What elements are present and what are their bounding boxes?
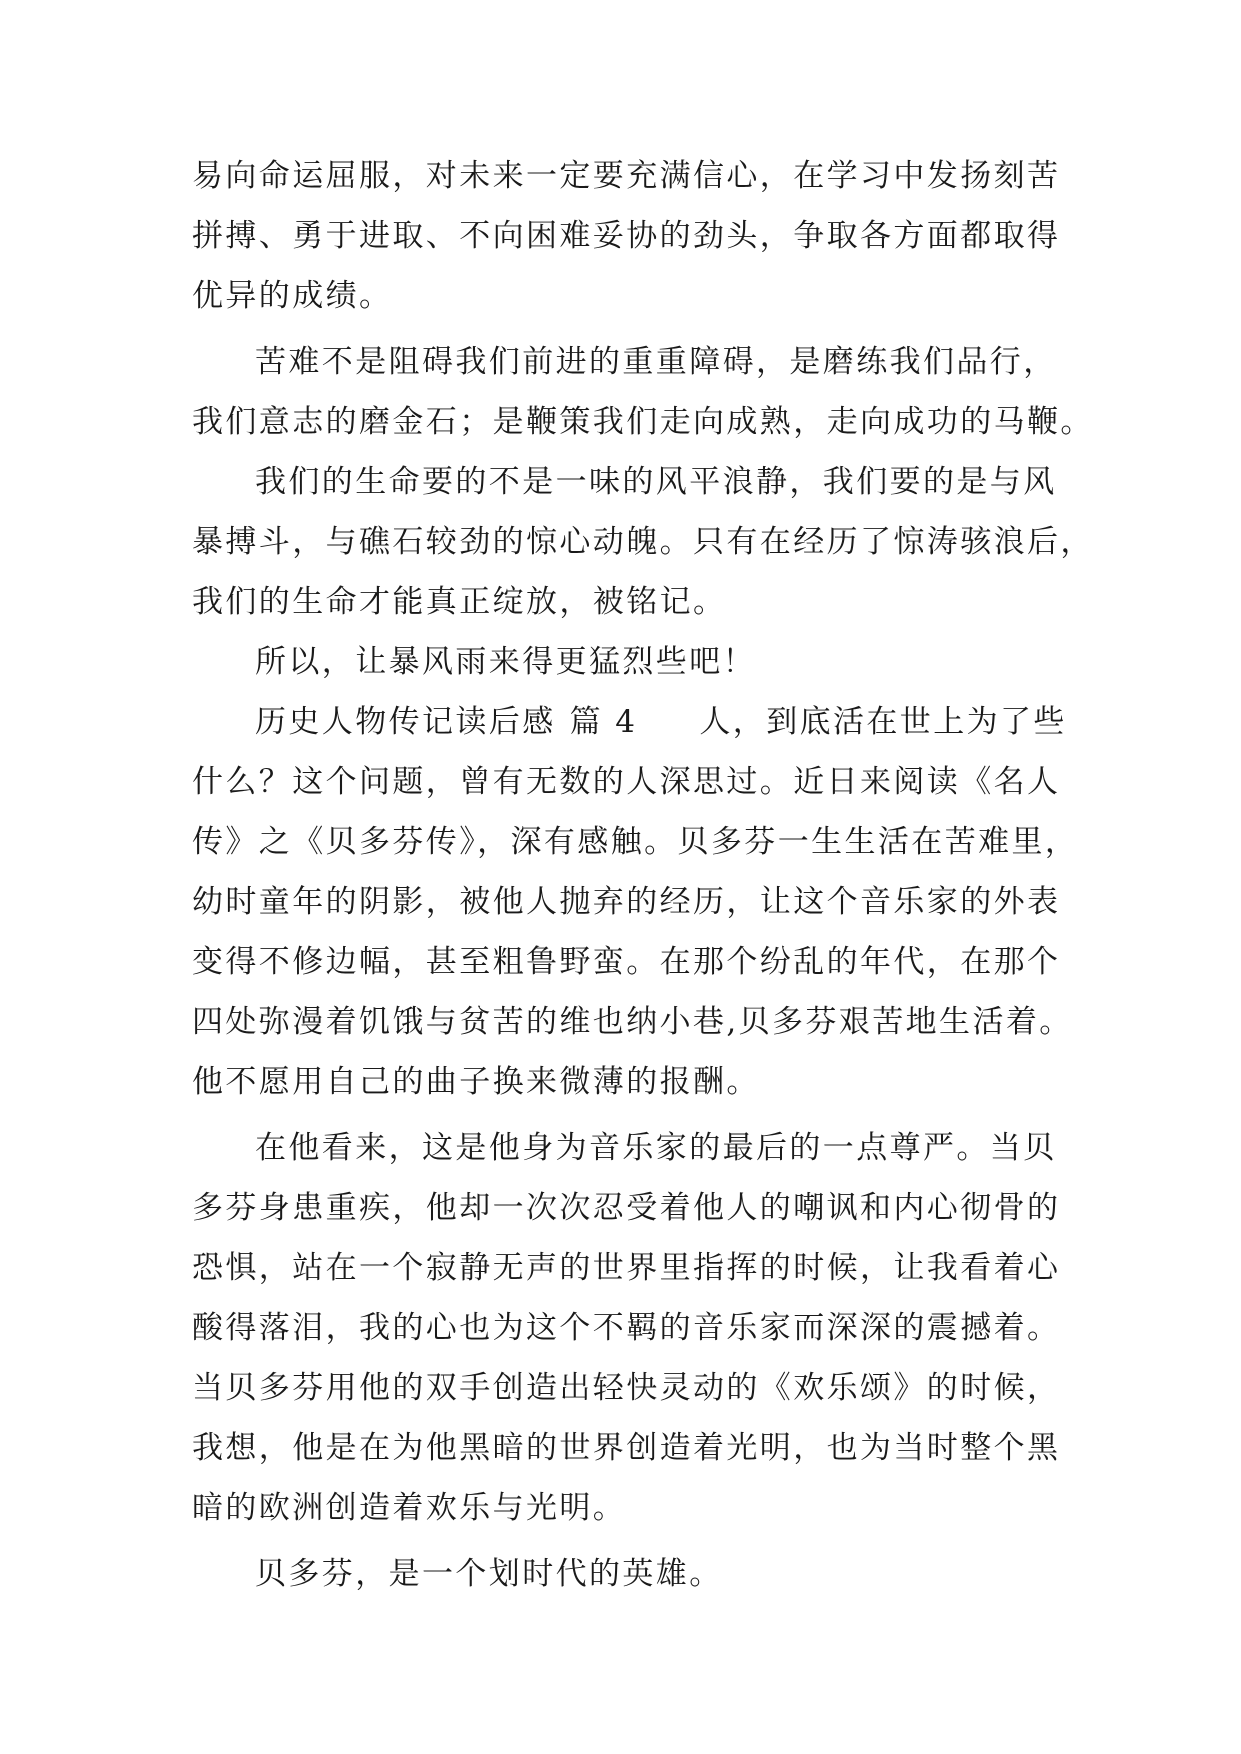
- text-line: 我想，他是在为他黑暗的世界创造着光明，也为当时整个黑: [192, 1430, 1061, 1466]
- text-line: 四处弥漫着饥饿与贫苦的维也纳小巷,贝多芬艰苦地生活着。: [192, 1004, 1073, 1040]
- document-body: [192, 146, 1094, 1604]
- text-line: 我们意志的磨金石；是鞭策我们走向成熟，走向成功的马鞭。: [192, 404, 1094, 440]
- text-line: 人，到底活在世上为了些: [699, 704, 1067, 740]
- text-line: 什么？这个问题，曾有无数的人深思过。近日来阅读《名人: [192, 764, 1061, 800]
- text-line: 暗的欧洲创造着欢乐与光明。: [192, 1490, 627, 1526]
- text-line: 变得不修边幅，甚至粗鲁野蛮。在那个纷乱的年代，在那个: [192, 944, 1061, 980]
- text-line: 当贝多芬用他的双手创造出轻快灵动的《欢乐颂》的时候，: [192, 1370, 1061, 1406]
- section-title: 历史人物传记读后感: [255, 704, 556, 740]
- text-line: 恐惧，站在一个寂静无声的世界里指挥的时候，让我看着心: [192, 1250, 1061, 1286]
- text-line: 在他看来，这是他身为音乐家的最后的一点尊严。当贝: [255, 1130, 1057, 1166]
- text-line: 拼搏、勇于进取、不向困难妥协的劲头，争取各方面都取得: [192, 218, 1061, 254]
- section-number: 篇 4: [569, 704, 638, 740]
- text-line: 优异的成绩。: [192, 278, 393, 314]
- text-line: 幼时童年的阴影，被他人抛弃的经历，让这个音乐家的外表: [192, 884, 1061, 920]
- text-line: 贝多芬，是一个划时代的英雄。: [255, 1556, 723, 1592]
- text-line: 酸得落泪，我的心也为这个不羁的音乐家而深深的震撼着。: [192, 1310, 1061, 1346]
- text-line: 我们的生命要的不是一味的风平浪静，我们要的是与风: [255, 464, 1057, 500]
- text-line: 传》之《贝多芬传》，深有感触。贝多芬一生生活在苦难里，: [192, 824, 1079, 860]
- text-line: 所以，让暴风雨来得更猛烈些吧！: [255, 644, 756, 680]
- text-line: 多芬身患重疾，他却一次次忍受着他人的嘲讽和内心彻骨的: [192, 1190, 1061, 1226]
- text-line: 他不愿用自己的曲子换来微薄的报酬。: [192, 1064, 760, 1100]
- text-line: 我们的生命才能真正绽放，被铭记。: [192, 584, 727, 620]
- text-line: 苦难不是阻碍我们前进的重重障碍，是磨练我们品行，: [255, 344, 1057, 380]
- text-line: 易向命运屈服，对未来一定要充满信心，在学习中发扬刻苦: [192, 158, 1061, 194]
- section-heading-line: [192, 692, 1072, 752]
- text-line: 暴搏斗，与礁石较劲的惊心动魄。只有在经历了惊涛骇浪后，: [192, 524, 1094, 560]
